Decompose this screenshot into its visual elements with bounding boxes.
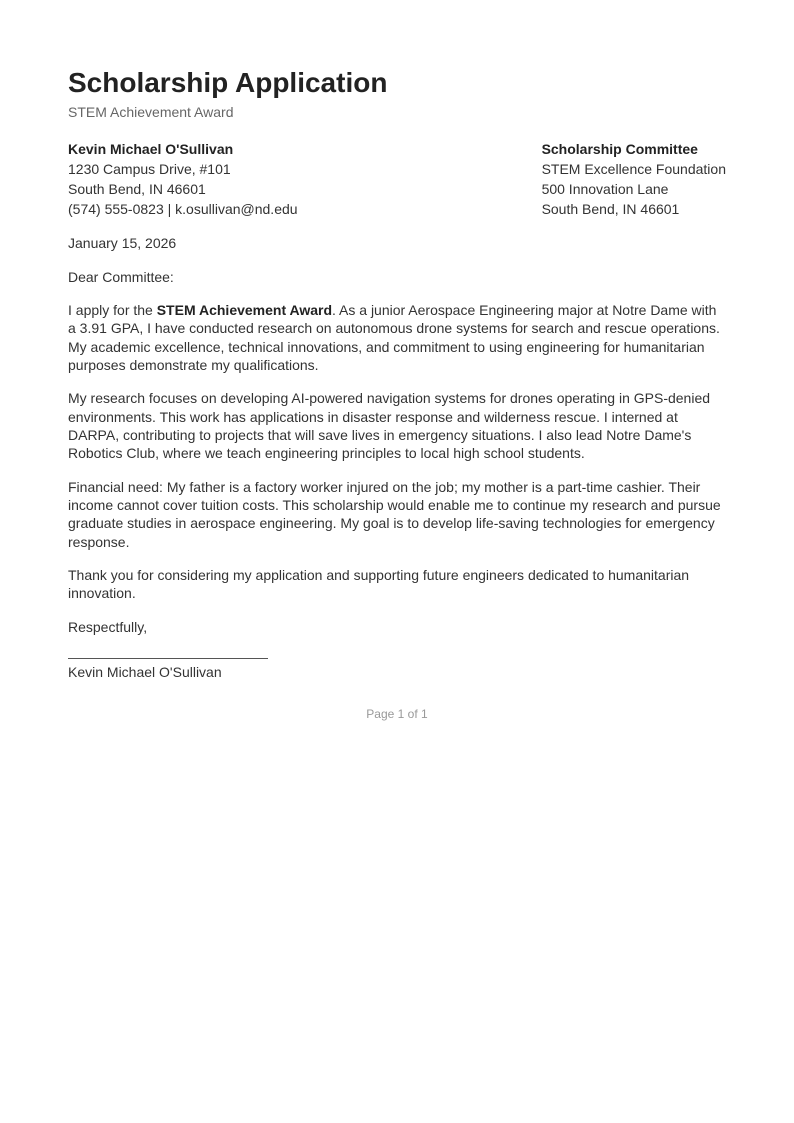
body-paragraph-4: Thank you for considering my application and supporting future engineers dedicated to humanitarian innovation. (68, 566, 690, 602)
recipient-name: Scholarship Committee (541, 141, 698, 158)
sender-address-street: 1230 Campus Drive, #101 (68, 161, 231, 178)
body-paragraph-1 (68, 301, 726, 374)
sender-contact: (574) 555-0823 | k.osullivan@nd.edu (68, 201, 298, 218)
page-title: Scholarship Application (68, 67, 388, 98)
page-number-indicator: Page 1 of 1 (366, 707, 428, 722)
closing-valediction: Respectfully, (68, 618, 148, 635)
page-subtitle: STEM Achievement Award (68, 103, 234, 120)
body-paragraph-3: Financial need: My father is a factory worker injured on the job; my mother is a part-time cashier. Their income cannot cover tuition costs. This scholarship would enable me to continue my research and pursue graduate studies in aerospace engineering. My goal is to develop life-saving technologies for emergency response. (68, 478, 721, 550)
recipient-org: STEM Excellence Foundation (541, 161, 726, 178)
award-name-emphasis: STEM Achievement Award (156, 301, 333, 318)
body-paragraph-2: My research focuses on developing AI-powered navigation systems for drones operating in GPS-denied environments. This work has applications in disaster response and wilderness rescue. I interned at DARPA, contributing to projects that will save lives in emergency situations. I also lead Notre Dame's Robotics Club, where we teach engineering principles to local high school students. (68, 390, 711, 462)
sender-block (68, 139, 298, 219)
sender-address-city: South Bend, IN 46601 (68, 181, 206, 198)
address-header (68, 139, 726, 219)
paragraph-1-text: I apply for the (68, 301, 157, 318)
recipient-address-street: 500 Innovation Lane (541, 181, 669, 198)
recipient-block (542, 139, 726, 219)
signature-block (68, 658, 726, 681)
paragraph-1-text-continued: . As a junior Aerospace Engineering major at Notre Dame with a 3.91 GPA, I have conducted research on autonomous drone systems for search and rescue operations. My academic excellence, technical innovations, and commitment to using engineering for humanitarian purposes demonstrate my qualifications. (68, 301, 720, 373)
letter-date: January 15, 2026 (68, 235, 177, 252)
recipient-address-city: South Bend, IN 46601 (541, 201, 680, 218)
letter-body (68, 234, 726, 636)
sender-name: Kevin Michael O'Sullivan (68, 141, 234, 158)
salutation: Dear Committee: (68, 268, 174, 285)
signature-line (68, 658, 268, 659)
signature-name: Kevin Michael O'Sullivan (68, 663, 222, 680)
